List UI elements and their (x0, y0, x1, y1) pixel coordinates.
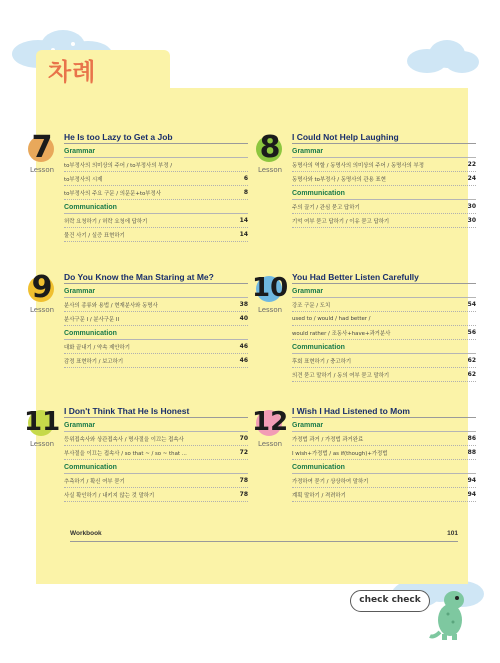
lesson-number: 11 (24, 407, 61, 437)
toc-entry[interactable]: 허락 요청하기 / 허락 요청에 답하기 14 (64, 214, 248, 228)
toc-entry[interactable]: to부정사의 의미상의 주어 / to부정사의 부정 / (64, 158, 248, 172)
lesson-title[interactable]: I Don't Think That He Is Honest (64, 404, 248, 418)
communication-heading: Communication (64, 462, 248, 474)
workbook-label: Workbook (70, 530, 102, 537)
communication-heading: Communication (292, 342, 476, 354)
grammar-heading: Grammar (292, 146, 476, 158)
lesson-title[interactable]: I Wish I Had Listened to Mom (292, 404, 476, 418)
toc-entry[interactable]: 의견 묻고 말하기 / 동의 여부 묻고 말하기 62 (292, 368, 476, 382)
communication-heading: Communication (64, 202, 248, 214)
toc-entry[interactable]: to부정사의 시제 6 (64, 172, 248, 186)
cloud-decoration-icon (402, 36, 482, 76)
lesson-title[interactable]: You Had Better Listen Carefully (292, 270, 476, 284)
check-check-badge: check check (350, 590, 430, 612)
toc-entry[interactable]: 부사절을 이끄는 접속사 / so that ~ / so ~ that ... 72 (64, 446, 248, 460)
lesson-number: 12 (252, 407, 289, 437)
lesson-title[interactable]: He Is too Lazy to Get a Job (64, 130, 248, 144)
workbook-page: 101 (447, 530, 458, 537)
toc-entry[interactable]: 강조 구문 / 도치 54 (292, 298, 476, 312)
toc-entry[interactable]: 동명사의 역할 / 동명사의 의미상의 주어 / 동명사의 부정 22 (292, 158, 476, 172)
toc-entry[interactable]: 물건 사기 / 실증 표현하기 14 (64, 228, 248, 242)
toc-entry[interactable]: 계획 말하기 / 격려하기 94 (292, 488, 476, 502)
toc-entry[interactable]: 분사구문 I / 분사구문 II 40 (64, 312, 248, 326)
page-title: 차례 (48, 58, 97, 86)
toc-entry[interactable]: 추측하기 / 확신 여부 묻기 78 (64, 474, 248, 488)
lesson-number: 10 (252, 273, 289, 303)
toc-entry[interactable]: to부정사의 주요 구문 / 의문문+to부정사 8 (64, 186, 248, 200)
toc-entry[interactable]: 사실 확인하기 / 내키지 않는 것 말하기 78 (64, 488, 248, 502)
grammar-heading: Grammar (292, 420, 476, 432)
toc-entry[interactable]: 등위접속사와 상관접속사 / 명사절을 이끄는 접속사 70 (64, 432, 248, 446)
lesson-label: Lesson (257, 166, 283, 174)
toc-entry[interactable]: 가정하여 묻기 / 상상하여 말하기 94 (292, 474, 476, 488)
lesson-number: 9 (24, 270, 60, 306)
lesson-11 (24, 404, 248, 502)
lesson-8 (257, 130, 476, 228)
lesson-9 (29, 270, 248, 368)
communication-heading: Communication (64, 328, 248, 340)
lesson-label: Lesson (257, 440, 283, 448)
lesson-title[interactable]: I Could Not Help Laughing (292, 130, 476, 144)
lesson-label: Lesson (29, 306, 55, 314)
toc-entry[interactable]: 분사의 종류와 용법 / 현재분사와 동명사 38 (64, 298, 248, 312)
toc-entry[interactable]: 후회 표현하기 / 충고하기 62 (292, 354, 476, 368)
lesson-label: Lesson (257, 306, 283, 314)
toc-entry[interactable]: 가정법 과거 / 가정법 과거완료 86 (292, 432, 476, 446)
lesson-label: Lesson (29, 166, 55, 174)
grammar-heading: Grammar (64, 286, 248, 298)
lesson-number: 7 (24, 130, 60, 166)
lesson-number: 8 (252, 130, 288, 166)
toc-entry[interactable]: 동명사와 to부정사 / 동명사의 관용 표현 24 (292, 172, 476, 186)
toc-entry[interactable]: would rather / 조동사+have+과거분사 56 (292, 326, 476, 340)
workbook-entry[interactable] (70, 530, 458, 542)
lesson-10 (252, 270, 476, 382)
grammar-heading: Grammar (64, 420, 248, 432)
toc-entry[interactable]: used to / would / had better / (292, 312, 476, 326)
toc-entry[interactable]: 감정 표현하기 / 보고하기 46 (64, 354, 248, 368)
lesson-title[interactable]: Do You Know the Man Staring at Me? (64, 270, 248, 284)
communication-heading: Communication (292, 188, 476, 200)
grammar-heading: Grammar (292, 286, 476, 298)
lesson-12 (252, 404, 476, 502)
toc-entry[interactable]: I wish+가정법 / as if(though)+가정법 88 (292, 446, 476, 460)
lesson-label: Lesson (29, 440, 55, 448)
toc-entry[interactable]: 대화 끝내기 / 약속 제안하기 46 (64, 340, 248, 354)
lesson-7 (29, 130, 248, 242)
toc-entry[interactable]: 주의 끌기 / 관심 묻고 답하기 30 (292, 200, 476, 214)
toc-entry[interactable]: 기억 여부 묻고 답하기 / 이유 묻고 답하기 30 (292, 214, 476, 228)
communication-heading: Communication (292, 462, 476, 474)
grammar-heading: Grammar (64, 146, 248, 158)
dinosaur-mascot-icon (428, 588, 472, 640)
